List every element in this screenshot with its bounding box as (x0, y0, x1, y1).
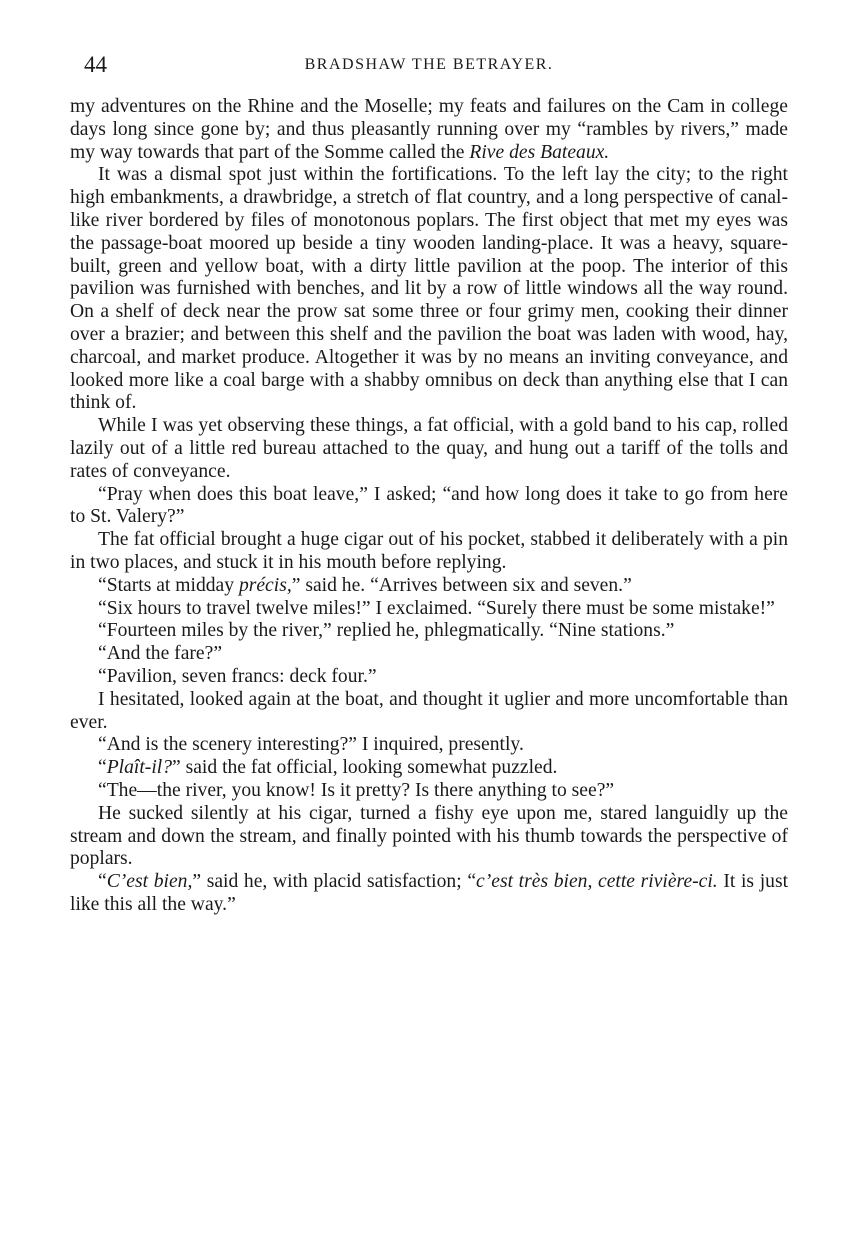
paragraph-text: ” said he, with placid satisfaction; “ (192, 871, 477, 893)
paragraph-text: He sucked silently at his cigar, turned a fishy eye upon me, stared languidly up the stream and down the stream, and finally pointed with his thumb towards the perspective of poplars. (70, 802, 788, 870)
page-number: 44 (84, 52, 107, 77)
paragraph-text: It is just like this all the way.” (70, 871, 789, 915)
paragraph-text: ” said he. “Arrives between six and seven.” (291, 574, 632, 596)
paragraph-text: “And is the scenery interesting?” I inquired, presently. (98, 734, 524, 756)
paragraph-text: “And the fare?” (98, 643, 223, 665)
paragraph (70, 666, 788, 689)
paragraph (70, 620, 788, 643)
italic-phrase: précis, (238, 574, 292, 596)
paragraph (70, 96, 788, 164)
paragraph (70, 734, 788, 757)
paragraph-text: “Six hours to travel twelve miles!” I exclaimed. “Surely there must be some mistake!” (98, 597, 775, 619)
paragraph (70, 484, 788, 530)
paragraph-text: It was a dismal spot just within the fortifications. To the left lay the city; to the right high embankments, a drawbridge, a stretch of flat country, and a long perspective of canal-like river bordered by files of monotonous poplars. The first object that met my eyes was the passage-boat moored up beside a tiny wooden landing-place. It was a heavy, square-built, green and yellow boat, with a dirty little pavilion at the poop. The interior of this pavilion was furnished with benches, and lit by a row of little windows all the way round. On a shelf of deck near the prow sat some three or four grimy men, cooking their dinner over a brazier; and between this shelf and the pavilion the boat was laden with wood, hay, charcoal, and market produce. Altogether it was by no means an inviting conveyance, and looked more like a coal barge with a shabby omnibus on deck than anything else that I can think of. (70, 164, 788, 414)
paragraph (70, 164, 788, 415)
italic-phrase: Rive des Bateaux. (469, 141, 610, 163)
page-header (84, 52, 774, 82)
paragraph-text: The fat official brought a huge cigar out of his pocket, stabbed it deliberately with a pin in two places, and stuck it in his mouth before replying. (70, 529, 788, 573)
paragraph-text: ” said the fat official, looking somewhat puzzled. (172, 757, 558, 779)
body-text (70, 96, 788, 917)
paragraph-text: While I was yet observing these things, a fat official, with a gold band to his cap, rolled lazily out of a little red bureau attached to the quay, and hung out a tariff of the tolls and rates of conveyance. (70, 415, 788, 482)
paragraph (70, 643, 788, 666)
paragraph-text: “Starts at midday (98, 574, 239, 596)
paragraph-text: I hesitated, looked again at the boat, and thought it uglier and more uncomfortable than ever. (70, 688, 788, 733)
paragraph (70, 598, 788, 621)
paragraph (70, 780, 788, 803)
paragraph (70, 575, 788, 598)
paragraph (70, 757, 788, 780)
paragraph (70, 415, 788, 483)
paragraph-text: “The—the river, you know! Is it pretty? Is there anything to see?” (98, 779, 615, 801)
paragraph-text: my adventures on the Rhine and the Moselle; my feats and failures on the Cam in college days long since gone by; and thus pleasantly running over my “rambles by rivers,” made my way towards that part of the Somme called the (70, 96, 788, 163)
italic-phrase: Plaît-il? (106, 757, 173, 779)
paragraph (70, 529, 788, 575)
paragraph-text: “ (98, 757, 107, 779)
paragraph (70, 871, 788, 917)
paragraph (70, 689, 788, 735)
italic-phrase: c’est très bien, cette rivière-ci. (476, 871, 718, 893)
italic-phrase: C’est bien, (106, 871, 193, 893)
paragraph-text: “Pray when does this boat leave,” I asked; “and how long does it take to go from here to St. Valery?” (70, 483, 788, 528)
paragraph-text: “ (98, 871, 107, 893)
running-title: BRADSHAW THE BETRAYER. (304, 56, 554, 73)
paragraph-text: “Fourteen miles by the river,” replied he, phlegmatically. “Nine stations.” (98, 620, 675, 642)
paragraph (70, 803, 788, 871)
paragraph-text: “Pavilion, seven francs: deck four.” (98, 665, 377, 687)
